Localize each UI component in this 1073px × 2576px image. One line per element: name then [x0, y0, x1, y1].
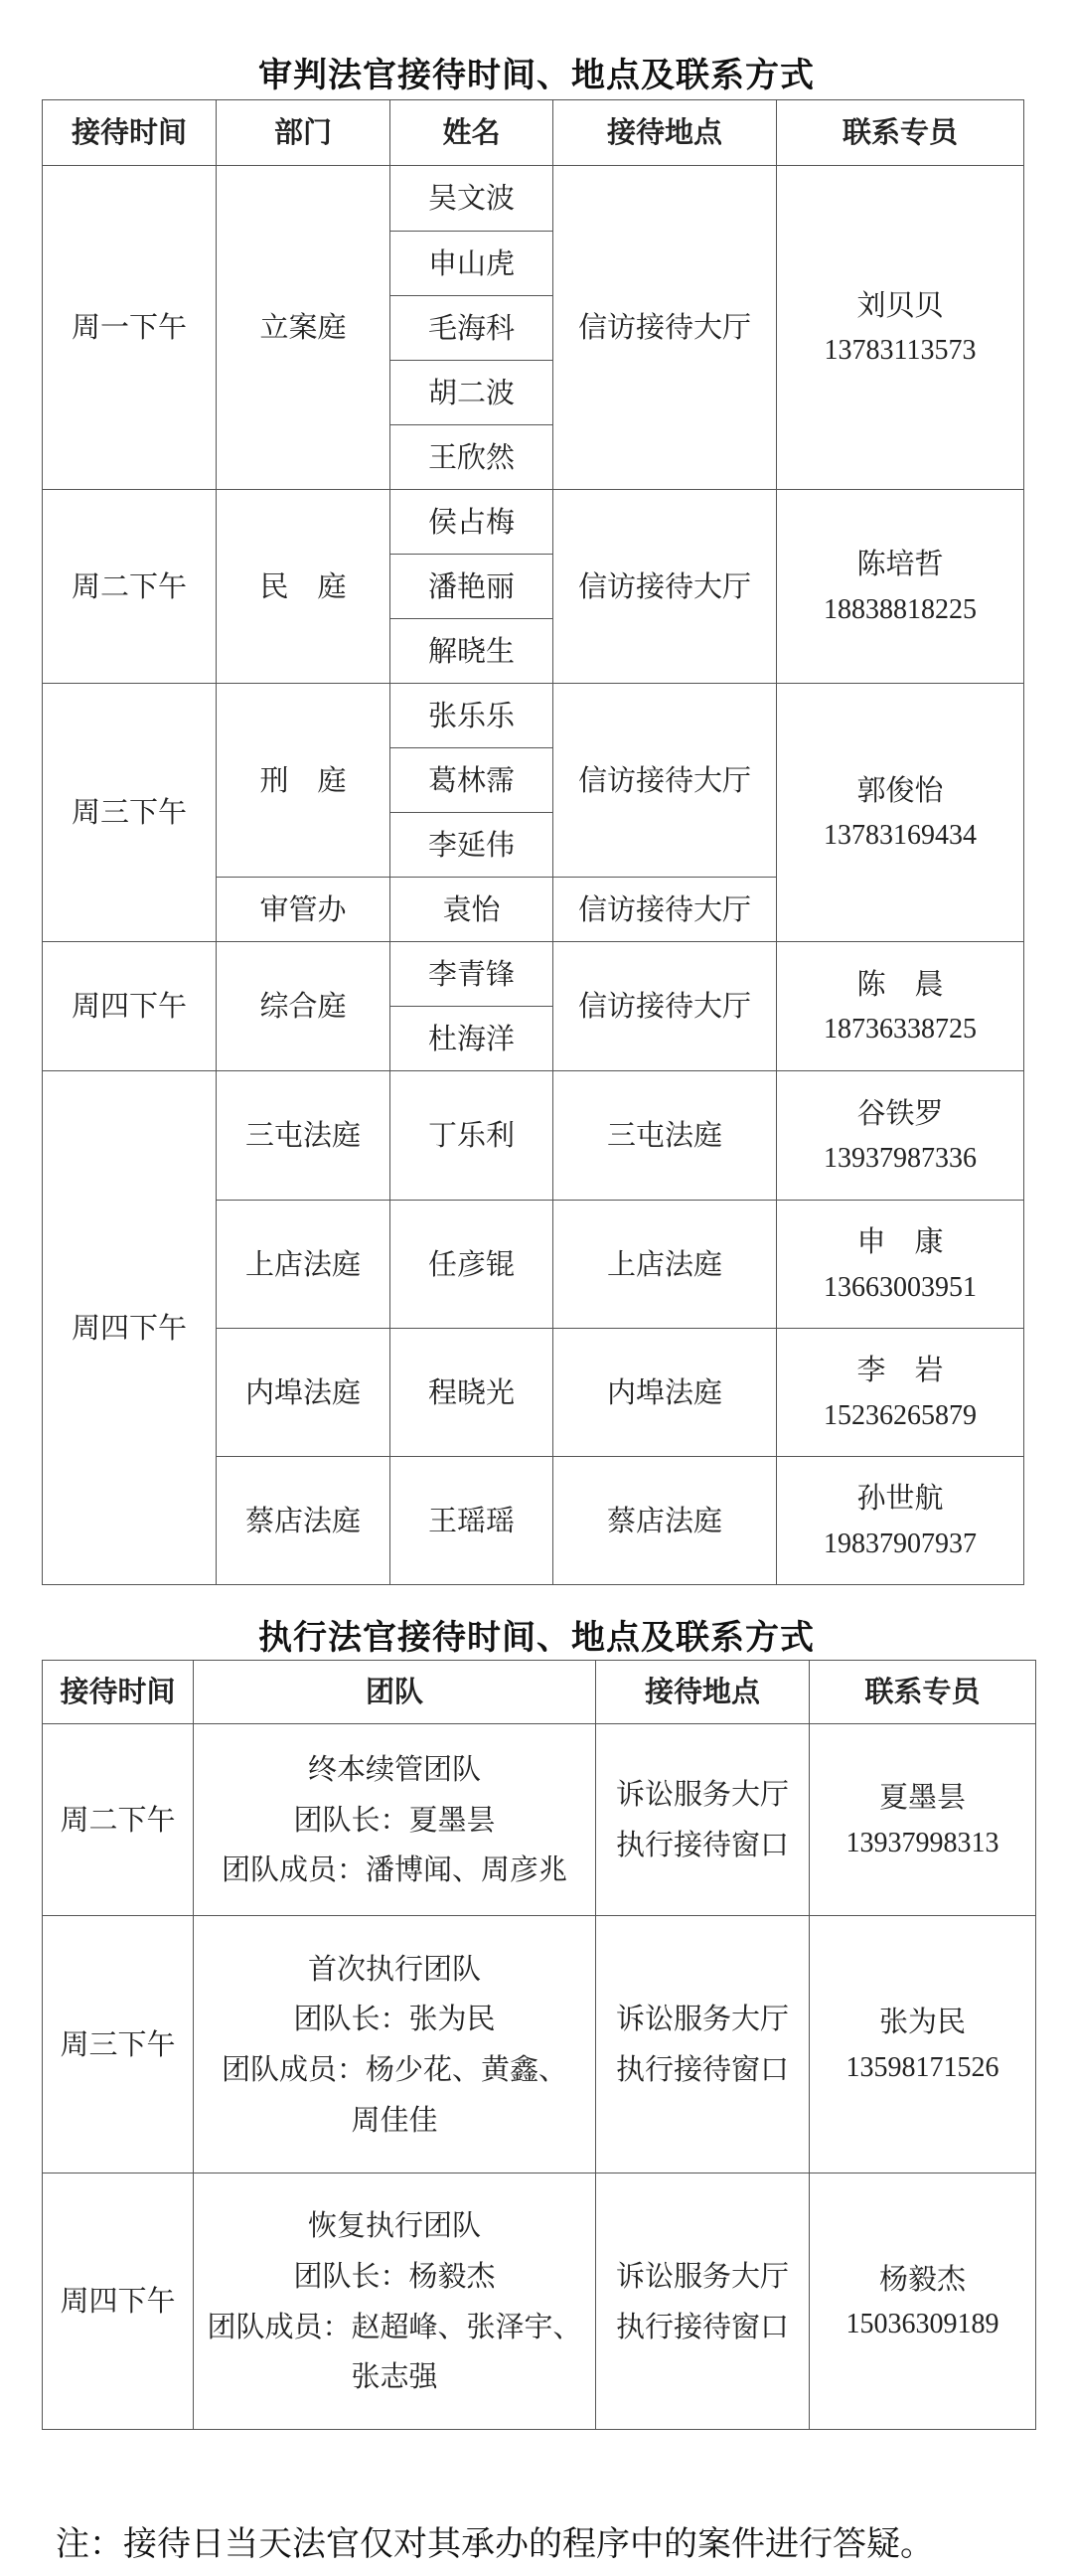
judge-name: 毛海科: [390, 296, 553, 361]
contact-cell: [810, 2174, 1036, 2430]
time-cell: 周四下午: [43, 1071, 217, 1585]
header-contact: 联系专员: [810, 1661, 1036, 1724]
location-line: 诉讼服务大厅: [615, 2258, 789, 2293]
footnote: 注：接待日当天法官仅对其承办的程序中的案件进行答疑。: [56, 2524, 934, 2564]
header-time: 接待时间: [43, 1661, 194, 1724]
contact-phone: 19837907937: [824, 1528, 977, 1559]
team-leader: 团队长：夏墨昙: [293, 1802, 496, 1837]
team-leader: 团队长：张为民: [293, 2002, 496, 2036]
table2-title: 执行法官接待时间、地点及联系方式: [258, 1618, 815, 1658]
contact-phone: 15236265879: [824, 1399, 977, 1431]
contact-name: 谷铁罗: [856, 1095, 944, 1130]
contact-cell: [777, 942, 1024, 1071]
header-name: 姓名: [390, 100, 553, 166]
contact-phone: 18736338725: [824, 1014, 977, 1046]
team-members: 团队成员：潘博闻、周彦兆: [221, 1852, 567, 1887]
time-cell: 周四下午: [43, 2174, 194, 2430]
table2-header-row: [43, 1661, 1036, 1724]
judge-name: 王瑶瑶: [390, 1457, 553, 1585]
time-cell: 周一下午: [43, 166, 217, 490]
judge-name: 潘艳丽: [390, 555, 553, 619]
location-cell: 信访接待大厅: [553, 878, 777, 942]
table-row: [43, 2174, 1036, 2430]
dept-cell: 内埠法庭: [217, 1329, 390, 1457]
table-row: [43, 1071, 1024, 1201]
location-cell: [596, 2174, 810, 2430]
contact-cell: [777, 490, 1024, 684]
contact-name: 李 岩: [856, 1353, 944, 1387]
contact-name: 杨毅杰: [878, 2261, 966, 2296]
dept-cell: 三屯法庭: [217, 1071, 390, 1201]
judge-reception-table: [42, 99, 1024, 1585]
team-leader: 团队长：杨毅杰: [293, 2258, 496, 2293]
location-line: 执行接待窗口: [615, 2309, 789, 2343]
dept-cell: 上店法庭: [217, 1201, 390, 1329]
location-cell: 信访接待大厅: [553, 490, 777, 684]
table-row: [43, 1724, 1036, 1916]
contact-phone: 13598171526: [845, 2051, 999, 2083]
judge-name: 袁怡: [390, 878, 553, 942]
judge-name: 胡二波: [390, 361, 553, 425]
contact-name: 陈 晨: [856, 966, 944, 1001]
contact-name: 张为民: [878, 2005, 966, 2039]
judge-name: 葛林霈: [390, 748, 553, 813]
dept-cell: 综合庭: [217, 942, 390, 1071]
contact-cell: [777, 1071, 1024, 1201]
contact-name: 夏墨昙: [878, 1780, 966, 1815]
header-dept: 部门: [217, 100, 390, 166]
judge-name: 申山虎: [390, 232, 553, 296]
contact-cell: [777, 684, 1024, 942]
table1-header-row: [43, 100, 1024, 166]
location-cell: 蔡店法庭: [553, 1457, 777, 1585]
location-cell: 信访接待大厅: [553, 942, 777, 1071]
contact-cell: [777, 1457, 1024, 1585]
time-cell: 周二下午: [43, 1724, 194, 1916]
dept-cell: 审管办: [217, 878, 390, 942]
judge-name: 丁乐利: [390, 1071, 553, 1201]
team-members: 周佳佳: [351, 2102, 438, 2137]
contact-phone: 15036309189: [845, 2309, 999, 2340]
contact-name: 孙世航: [856, 1481, 944, 1516]
team-members: 团队成员：杨少花、黄鑫、: [221, 2052, 567, 2086]
contact-cell: [777, 1201, 1024, 1329]
header-location: 接待地点: [596, 1661, 810, 1724]
location-cell: [596, 1916, 810, 2174]
dept-cell: 蔡店法庭: [217, 1457, 390, 1585]
contact-phone: 13783169434: [824, 820, 977, 852]
table-row: [43, 490, 1024, 555]
location-cell: [596, 1724, 810, 1916]
table1-title: 审判法官接待时间、地点及联系方式: [258, 56, 815, 95]
judge-name: 侯占梅: [390, 490, 553, 555]
team-name: 首次执行团队: [307, 1951, 481, 1986]
team-members: 张志强: [351, 2359, 438, 2394]
table-row: [43, 1916, 1036, 2174]
execution-reception-table: [42, 1660, 1036, 2430]
table-row: [43, 942, 1024, 1007]
team-name: 终本续管团队: [307, 1751, 481, 1786]
location-cell: 内埠法庭: [553, 1329, 777, 1457]
judge-name: 解晓生: [390, 619, 553, 684]
time-cell: 周二下午: [43, 490, 217, 684]
table-row: [43, 166, 1024, 232]
dept-cell: 民 庭: [217, 490, 390, 684]
location-line: 诉讼服务大厅: [615, 2002, 789, 2036]
time-cell: 周三下午: [43, 684, 217, 942]
header-location: 接待地点: [553, 100, 777, 166]
location-line: 执行接待窗口: [615, 1828, 789, 1861]
time-cell: 周三下午: [43, 1916, 194, 2174]
dept-cell: 刑 庭: [217, 684, 390, 878]
team-cell: [194, 2174, 596, 2430]
contact-name: 郭俊怡: [856, 772, 944, 807]
contact-phone: 18838818225: [824, 593, 977, 625]
contact-name: 刘贝贝: [856, 287, 944, 322]
team-cell: [194, 1724, 596, 1916]
contact-name: 陈培哲: [856, 547, 944, 581]
location-cell: 信访接待大厅: [553, 684, 777, 878]
judge-name: 吴文波: [390, 166, 553, 232]
judge-name: 王欣然: [390, 425, 553, 490]
header-time: 接待时间: [43, 100, 217, 166]
location-cell: 三屯法庭: [553, 1071, 777, 1201]
judge-name: 李延伟: [390, 813, 553, 878]
team-name: 恢复执行团队: [307, 2208, 481, 2242]
location-cell: 信访接待大厅: [553, 166, 777, 490]
contact-phone: 13937987336: [824, 1143, 977, 1175]
dept-cell: 立案庭: [217, 166, 390, 490]
contact-cell: [777, 166, 1024, 490]
judge-name: 程晓光: [390, 1329, 553, 1457]
contact-cell: [810, 1916, 1036, 2174]
table-row: [43, 684, 1024, 748]
contact-name: 申 康: [856, 1224, 944, 1259]
judge-name: 杜海洋: [390, 1007, 553, 1071]
team-members: 团队成员：赵超峰、张泽宇、: [207, 2309, 582, 2343]
location-line: 诉讼服务大厅: [615, 1777, 789, 1812]
header-contact: 联系专员: [777, 100, 1024, 166]
judge-name: 李青锋: [390, 942, 553, 1007]
contact-cell: [777, 1329, 1024, 1457]
location-cell: 上店法庭: [553, 1201, 777, 1329]
header-team: 团队: [194, 1661, 596, 1724]
contact-phone: 13663003951: [824, 1271, 977, 1303]
contact-phone: 13937998313: [845, 1827, 999, 1858]
judge-name: 张乐乐: [390, 684, 553, 748]
contact-cell: [810, 1724, 1036, 1916]
time-cell: 周四下午: [43, 942, 217, 1071]
team-cell: [194, 1916, 596, 2174]
contact-phone: 13783113573: [824, 335, 977, 367]
location-line: 执行接待窗口: [615, 2052, 789, 2086]
judge-name: 任彦锟: [390, 1201, 553, 1329]
